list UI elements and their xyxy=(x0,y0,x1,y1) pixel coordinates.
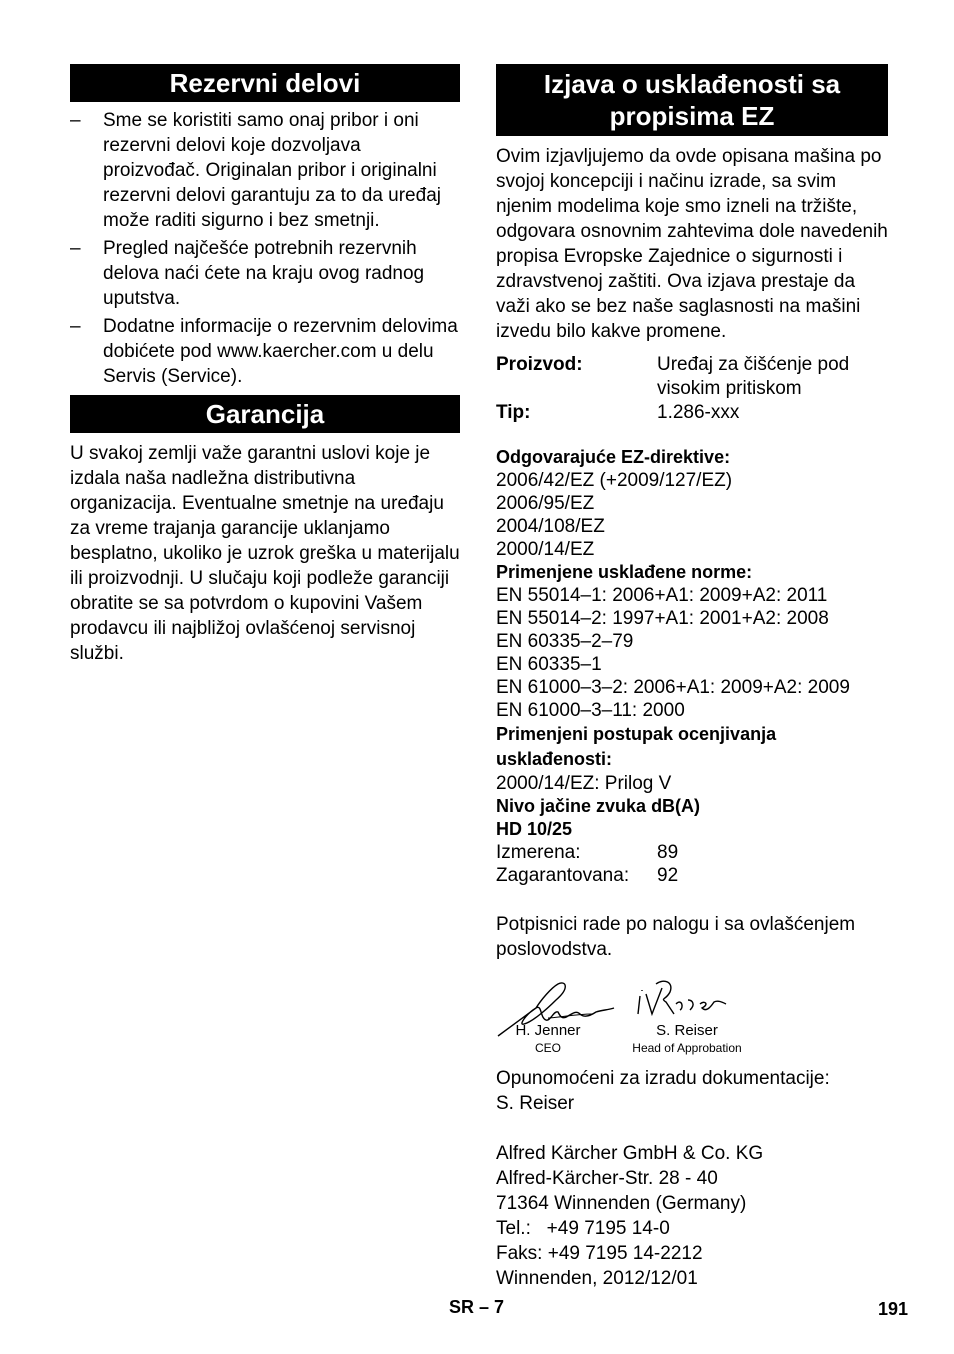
procedure-value: 2000/14/EZ: Prilog V xyxy=(496,773,672,794)
signatories-text: Potpisnici rade po nalogu i sa ovlašćenjem poslovodstva. xyxy=(496,914,856,960)
measured-value: 89 xyxy=(657,842,679,863)
directives-section xyxy=(496,446,888,561)
directive-item: 2006/42/EZ (+2009/127/EZ) xyxy=(496,470,733,491)
declaration-intro: Ovim izjavljujemo da ovde opisana mašina po svojoj koncepciji i načinu izrade, sa svim njenim modelima koje smo izneli na tržište, odgovara osnovnim zahtevima dole navedenih propisa Evropske Zajednice o sigurnosti i zdravstvenoj zaštiti. Ova izjava prestaje da važi ako se bez naše saglasnosti na mašini izvedu bilo kakve promene. xyxy=(496,146,888,342)
list-item xyxy=(70,236,460,311)
dash-bullet: – xyxy=(70,110,81,131)
documentation-label: Opunomoćeni za izradu dokumentacije: xyxy=(496,1068,830,1089)
guaranteed-label: Zagarantovana: xyxy=(496,865,630,886)
sound-section xyxy=(496,795,888,887)
model-label: HD 10/25 xyxy=(496,819,573,839)
warranty-heading: Garancija xyxy=(70,395,460,433)
address-line: Faks: +49 7195 14-2212 xyxy=(496,1243,703,1264)
spare-parts-list xyxy=(70,108,460,389)
norm-item: EN 60335–1 xyxy=(496,654,602,675)
product-row xyxy=(496,353,888,401)
measured-row xyxy=(496,841,888,864)
product-label: Proizvod: xyxy=(496,354,583,375)
right-column xyxy=(496,64,888,1291)
signatory-title: Head of Approbation xyxy=(632,1041,742,1055)
guaranteed-row xyxy=(496,864,888,887)
guaranteed-value: 92 xyxy=(657,865,679,886)
warranty-text: U svakoj zemlji važe garantni uslovi koje je izdala naša nadležna distributivna organizacija. Eventualne smetnje na uređaju za vreme trajanja garancije uklanjamo besplatno, ukoliko je uzrok greška u materijalu ili proizvodnji. U slučaju koji podleže garanciji obratite se sa potvrdom o kupovini Vašem prodavcu ili najbližoj ovlašćenoj servisnoj službi. xyxy=(70,443,460,664)
signatures xyxy=(496,974,888,1066)
signatory-title: CEO xyxy=(534,1041,561,1055)
directives-label: Odgovarajuće EZ-direktive: xyxy=(496,447,731,467)
footer-page-number: 191 xyxy=(878,1299,909,1319)
address-line: 71364 Winnenden (Germany) xyxy=(496,1193,747,1214)
address-line: Alfred Kärcher GmbH & Co. KG xyxy=(496,1143,764,1164)
address-line: Winnenden, 2012/12/01 xyxy=(496,1268,698,1289)
spare-parts-heading: Rezervni delovi xyxy=(70,64,460,102)
signature-block-jenner xyxy=(504,1022,592,1056)
norm-item: EN 61000–3–11: 2000 xyxy=(496,700,685,721)
norms-label: Primenjene usklađene norme: xyxy=(496,562,753,582)
norms-section xyxy=(496,561,888,722)
signatory-name: H. Jenner xyxy=(515,1022,581,1039)
declaration-heading: Izjava o usklađenosti sa propisima EZ xyxy=(496,64,888,136)
list-item xyxy=(70,108,460,233)
type-label: Tip: xyxy=(496,402,531,423)
signatory-name: S. Reiser xyxy=(656,1022,718,1039)
norm-item: EN 55014–1: 2006+A1: 2009+A2: 2011 xyxy=(496,585,828,606)
address-line: Alfred-Kärcher-Str. 28 - 40 xyxy=(496,1168,718,1189)
address-line: Tel.: +49 7195 14-0 xyxy=(496,1218,670,1239)
directive-item: 2006/95/EZ xyxy=(496,493,595,514)
measured-label: Izmerena: xyxy=(496,842,581,863)
footer-language-page: SR – 7 xyxy=(449,1297,505,1317)
directive-item: 2000/14/EZ xyxy=(496,539,595,560)
norm-item: EN 60335–2–79 xyxy=(496,631,634,652)
dash-bullet: – xyxy=(70,316,81,337)
list-item-text: Dodatne informacije o rezervnim delovima dobićete pod www.kaercher.com u delu Servis (Service). xyxy=(103,316,458,387)
procedure-section xyxy=(496,722,888,795)
norm-item: EN 55014–2: 1997+A1: 2001+A2: 2008 xyxy=(496,608,829,629)
type-row xyxy=(496,401,888,425)
list-item-text: Sme se koristiti samo onaj pribor i oni rezervni delovi koje dozvoljava proizvođač. Originalan pribor i originalni rezervni delovi garantuju za to da uređaj može raditi sigurno i bez smetnji. xyxy=(103,110,441,231)
product-value: Uređaj za čišćenje pod visokim pritiskom xyxy=(657,354,850,399)
product-spec xyxy=(496,353,888,425)
left-column xyxy=(70,64,460,666)
company-address xyxy=(496,1141,888,1291)
documentation-name: S. Reiser xyxy=(496,1093,575,1114)
type-value: 1.286-xxx xyxy=(657,402,740,423)
procedure-label: Primenjeni postupak ocenjivanja usklađenosti: xyxy=(496,724,777,769)
norm-item: EN 61000–3–2: 2006+A1: 2009+A2: 2009 xyxy=(496,677,850,698)
list-item-text: Pregled najčešće potrebnih rezervnih delova naći ćete na kraju ovog radnog uputstva. xyxy=(103,238,425,309)
dash-bullet: – xyxy=(70,238,81,259)
directive-item: 2004/108/EZ xyxy=(496,516,605,537)
list-item xyxy=(70,314,460,389)
sound-label: Nivo jačine zvuka dB(A) xyxy=(496,796,701,816)
signature-block-reiser xyxy=(622,1022,752,1056)
